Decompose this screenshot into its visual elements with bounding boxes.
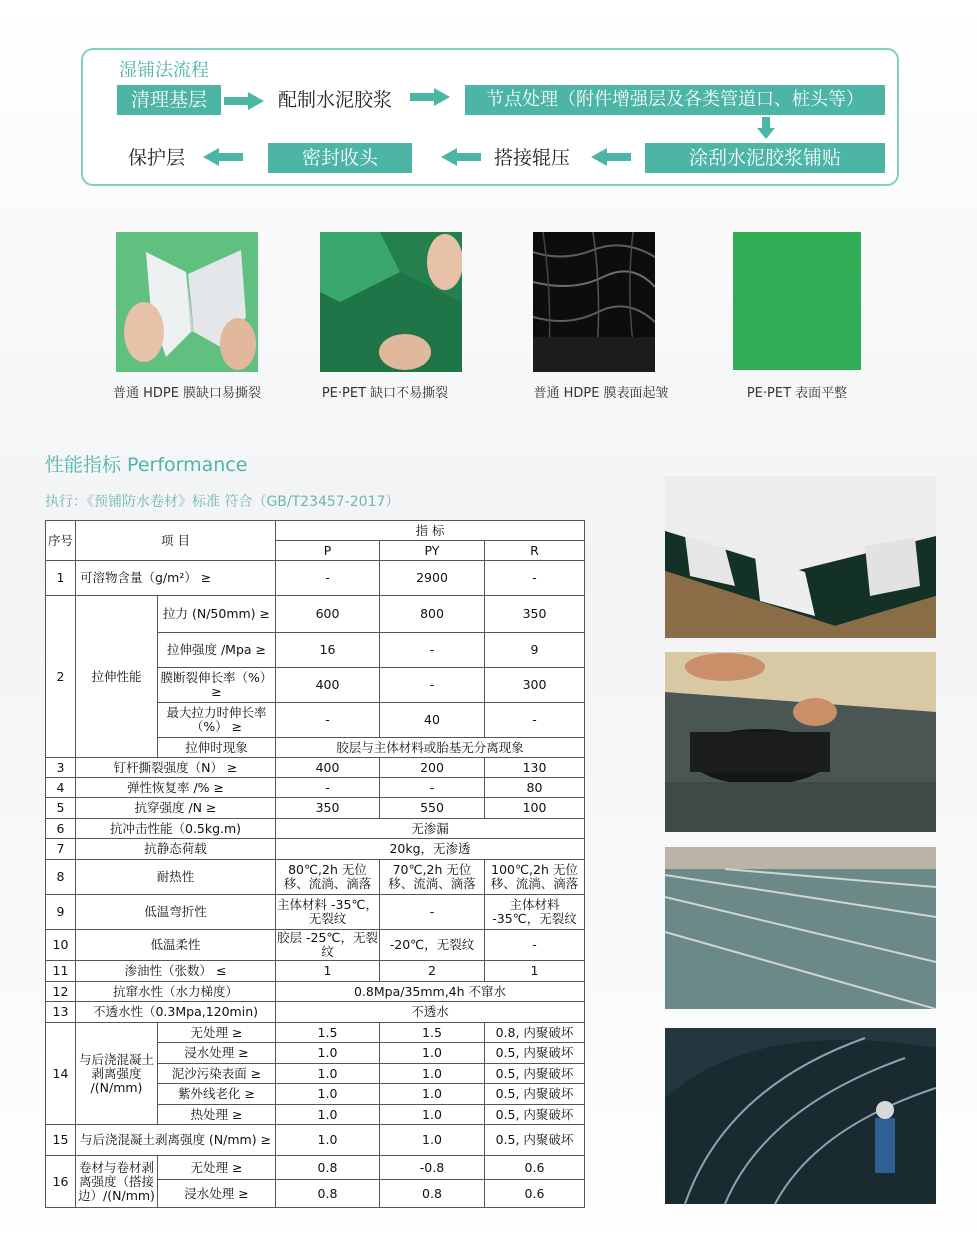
cell-py: -20℃，无裂纹 <box>380 930 485 961</box>
arrow-right-icon <box>410 88 450 106</box>
row-item: 低温柔性 <box>76 930 276 961</box>
row-no: 6 <box>46 819 76 839</box>
header-r: R <box>485 541 585 561</box>
photo-rolling-membrane <box>665 652 936 832</box>
cell-r: 80 <box>485 778 585 798</box>
cell-p: 600 <box>276 596 380 633</box>
cell-p: 1.0 <box>276 1043 380 1064</box>
row-no: 11 <box>46 961 76 982</box>
row-item: 抗静态荷载 <box>76 839 276 860</box>
row-item: 抗冲击性能（0.5kg.m) <box>76 819 276 839</box>
cell-r: 100℃,2h 无位移、流淌、滴落 <box>485 860 585 895</box>
cell-py: 1.0 <box>380 1125 485 1156</box>
cell-py: 70℃,2h 无位移、流淌、滴落 <box>380 860 485 895</box>
cell-p: 1.0 <box>276 1105 380 1125</box>
cell-all: 不透水 <box>276 1002 585 1023</box>
cell-p: 主体材料 -35℃，无裂纹 <box>276 895 380 930</box>
caption-pepet-tear: PE·PET 缺口不易撕裂 <box>321 386 449 401</box>
row-no: 13 <box>46 1002 76 1023</box>
table-row <box>46 860 585 895</box>
caption-hdpe-wrinkled: 普通 HDPE 膜表面起皱 <box>533 386 669 401</box>
cell-r: 1 <box>485 961 585 982</box>
cell-py: 2 <box>380 961 485 982</box>
row-item: 抗穿强度 /N ≥ <box>76 798 276 819</box>
performance-standard: 执行：《预铺防水卷材》标准 符合（GB/T23457-2017） <box>45 494 400 510</box>
cell-py: 550 <box>380 798 485 819</box>
table-row <box>46 1023 585 1043</box>
row-no: 15 <box>46 1125 76 1156</box>
row-item: 耐热性 <box>76 860 276 895</box>
arrow-left-icon <box>203 148 243 166</box>
row-no: 14 <box>46 1023 76 1125</box>
header-p: P <box>276 541 380 561</box>
cell-p: 400 <box>276 668 380 703</box>
cell-py: - <box>380 895 485 930</box>
cell-p: 1 <box>276 961 380 982</box>
row-no: 3 <box>46 758 76 778</box>
row-subitem: 紫外线老化 ≥ <box>158 1084 276 1105</box>
row-subitem: 拉伸强度 /Mpa ≥ <box>158 633 276 668</box>
cell-py: 40 <box>380 703 485 738</box>
arrow-left-icon <box>591 148 631 166</box>
cell-r: 0.5, 内聚破坏 <box>485 1064 585 1084</box>
cell-py: 2900 <box>380 561 485 596</box>
cell-r: - <box>485 561 585 596</box>
step-overlap-rolling: 搭接辊压 <box>494 147 571 169</box>
row-no: 16 <box>46 1156 76 1208</box>
row-subitem: 浸水处理 ≥ <box>158 1180 276 1208</box>
header-py: PY <box>380 541 485 561</box>
row-subitem: 最大拉力时伸长率（%） ≥ <box>158 703 276 738</box>
table-row <box>46 561 585 596</box>
header-index: 指 标 <box>276 521 585 541</box>
photo-membrane-layers <box>665 476 936 638</box>
cell-r: 100 <box>485 798 585 819</box>
row-subitem: 膜断裂伸长率（%） ≥ <box>158 668 276 703</box>
cell-py: - <box>380 778 485 798</box>
performance-title: 性能指标 Performance <box>45 454 248 476</box>
row-no: 1 <box>46 561 76 596</box>
photo-pepet-flat <box>733 232 861 370</box>
step-prepare-slurry: 配制水泥胶浆 <box>278 89 393 111</box>
cell-py: 0.8 <box>380 1180 485 1208</box>
cell-py: 1.5 <box>380 1023 485 1043</box>
table-row <box>46 930 585 961</box>
cell-p: 1.5 <box>276 1023 380 1043</box>
row-subitem: 无处理 ≥ <box>158 1156 276 1180</box>
cell-r: 9 <box>485 633 585 668</box>
arrow-left-icon <box>441 148 481 166</box>
cell-p: 胶层 -25℃，无裂纹 <box>277 930 378 959</box>
table-row <box>46 1125 585 1156</box>
caption-pepet-flat: PE·PET 表面平整 <box>746 386 848 401</box>
row-no: 12 <box>46 982 76 1002</box>
cell-p: - <box>276 778 380 798</box>
table-row <box>46 1156 585 1180</box>
row-item: 钉杆撕裂强度（N） ≥ <box>76 758 276 778</box>
cell-all: 20kg，无渗透 <box>276 839 585 860</box>
row-item: 低温弯折性 <box>76 895 276 930</box>
cell-p: 400 <box>276 758 380 778</box>
cell-p: 0.8 <box>276 1180 380 1208</box>
cell-r: 0.8, 内聚破坏 <box>485 1023 585 1043</box>
row-subitem: 泥沙污染表面 ≥ <box>158 1064 276 1084</box>
cell-r: 0.5, 内聚破坏 <box>485 1105 585 1125</box>
cell-r: 0.6 <box>485 1180 585 1208</box>
row-item: 不透水性（0.3Mpa,120min) <box>76 1002 276 1023</box>
table-row <box>46 839 585 860</box>
flow-title: 湿铺法流程 <box>119 60 209 81</box>
cell-py: 200 <box>380 758 485 778</box>
cell-py: 1.0 <box>380 1084 485 1105</box>
step-apply-slurry: 涂刮水泥胶浆铺贴 <box>645 143 885 173</box>
performance-table <box>45 520 585 1208</box>
cell-r: 0.5, 内聚破坏 <box>485 1084 585 1105</box>
cell-py: 1.0 <box>380 1064 485 1084</box>
row-no: 8 <box>46 860 76 895</box>
cell-r: 130 <box>485 758 585 778</box>
header-no: 序号 <box>46 521 76 561</box>
cell-p: 350 <box>276 798 380 819</box>
row-subitem: 拉力 (N/50mm) ≥ <box>158 596 276 633</box>
row-no: 7 <box>46 839 76 860</box>
row-item: 可溶物含量（g/m²） ≥ <box>76 561 276 596</box>
cell-py: - <box>380 633 485 668</box>
header-item: 项 目 <box>76 521 276 561</box>
cell-p: 1.0 <box>276 1064 380 1084</box>
arrow-down-icon <box>757 117 775 139</box>
cell-r: 350 <box>485 596 585 633</box>
table-row <box>46 895 585 930</box>
photo-laid-membrane <box>665 847 936 1009</box>
cell-p: 1.0 <box>276 1084 380 1105</box>
row-subitem: 热处理 ≥ <box>158 1105 276 1125</box>
step-protective-layer: 保护层 <box>128 147 186 169</box>
cell-py: 800 <box>380 596 485 633</box>
cell-all: 胶层与主体材料或胎基无分离现象 <box>276 738 585 758</box>
cell-r: 主体材料 -35℃，无裂纹 <box>485 895 585 930</box>
cell-p: 80℃,2h 无位移、流淌、滴落 <box>276 860 380 895</box>
row-item: 弹性恢复率 /% ≥ <box>76 778 276 798</box>
row-subitem: 浸水处理 ≥ <box>158 1043 276 1064</box>
cell-all: 0.8Mpa/35mm,4h 不窜水 <box>276 982 585 1002</box>
cell-r: - <box>485 703 585 738</box>
photo-tunnel-membrane <box>665 1028 936 1204</box>
step-seal-edges: 密封收头 <box>268 143 412 173</box>
photo-hdpe-tear <box>116 232 258 372</box>
cell-py: -0.8 <box>380 1156 485 1180</box>
cell-py: 1.0 <box>380 1105 485 1125</box>
row-no: 4 <box>46 778 76 798</box>
table-row <box>46 798 585 819</box>
table-row <box>46 819 585 839</box>
cell-r: 0.5, 内聚破坏 <box>485 1125 585 1156</box>
table-row <box>46 778 585 798</box>
arrow-right-icon <box>224 92 264 110</box>
row-group: 卷材与卷材剥离强度（搭接边）/(N/mm) <box>76 1156 158 1208</box>
cell-r: 0.6 <box>485 1156 585 1180</box>
photo-pepet-tear <box>320 232 462 372</box>
cell-p: 0.8 <box>276 1156 380 1180</box>
cell-p: 1.0 <box>276 1125 380 1156</box>
row-subitem: 无处理 ≥ <box>158 1023 276 1043</box>
row-item: 渗油性（张数） ≤ <box>76 961 276 982</box>
cell-r: 300 <box>485 668 585 703</box>
cell-p: - <box>276 703 380 738</box>
row-subitem: 拉伸时现象 <box>158 738 276 758</box>
cell-r: - <box>485 930 585 961</box>
row-no: 5 <box>46 798 76 819</box>
step-clean-base: 清理基层 <box>117 85 221 115</box>
caption-hdpe-tear: 普通 HDPE 膜缺口易撕裂 <box>112 386 262 401</box>
cell-r: 0.5, 内聚破坏 <box>485 1043 585 1064</box>
step-node-treatment: 节点处理（附件增强层及各类管道口、桩头等） <box>465 85 885 115</box>
table-row <box>46 596 585 633</box>
cell-p: - <box>276 561 380 596</box>
row-item: 与后浇混凝土剥离强度 (N/mm) ≥ <box>76 1125 276 1156</box>
row-item: 抗窜水性（水力梯度） <box>76 982 276 1002</box>
row-no: 2 <box>46 596 76 758</box>
row-group: 拉伸性能 <box>76 596 158 758</box>
row-no: 10 <box>46 930 76 961</box>
cell-py: - <box>380 668 485 703</box>
photo-hdpe-wrinkled <box>533 232 655 372</box>
table-row <box>46 982 585 1002</box>
row-no: 9 <box>46 895 76 930</box>
table-row <box>46 1002 585 1023</box>
table-row <box>46 961 585 982</box>
cell-all: 无渗漏 <box>276 819 585 839</box>
row-group: 与后浇混凝土剥离强度 /(N/mm) <box>76 1023 158 1125</box>
cell-py: 1.0 <box>380 1043 485 1064</box>
table-row <box>46 758 585 778</box>
cell-p: 16 <box>276 633 380 668</box>
